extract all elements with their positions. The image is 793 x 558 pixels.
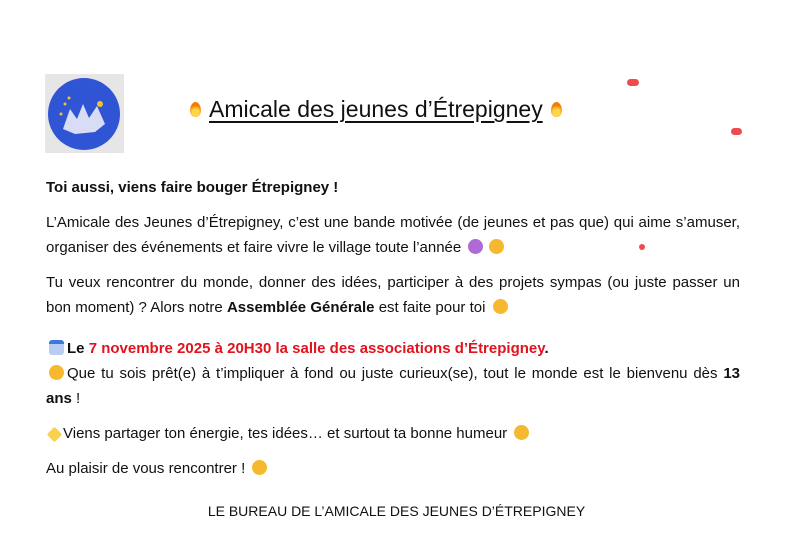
closing-text: Au plaisir de vous rencontrer ! (46, 460, 246, 477)
para2-text: Tu veux rencontrer du monde, donner des idées, participer à des projets sympas (ou juste passer un bon moment) ? Alors notre (46, 274, 740, 316)
decorative-dot (731, 128, 742, 135)
signature: LE BUREAU DE L’AMICALE DES JEUNES D’ÉTREPIGNEY (207, 503, 586, 519)
paragraph-welcome (46, 361, 740, 411)
age-limit: 13 ans (46, 365, 740, 407)
waving-hand-icon (252, 460, 267, 475)
title-text: Amicale des jeunes d’Étrepigney (209, 96, 543, 122)
fire-icon (190, 102, 201, 117)
para1-text: L’Amicale des Jeunes d’Étrepigney, c’est une bande motivée (de jeunes et pas que) qui aime s’amuser, organiser des événements et faire vivre le village toute l’année (46, 214, 740, 256)
pointing-hand-icon (49, 365, 64, 380)
paragraph-share (46, 421, 740, 446)
calendar-icon (49, 340, 64, 355)
decorative-dot (627, 79, 639, 86)
para2-end: est faite pour toi (374, 299, 486, 316)
paragraph-invitation (46, 270, 740, 320)
date-end: . (544, 340, 549, 357)
event-date-line (46, 336, 740, 361)
association-logo (45, 74, 124, 153)
share-text: Viens partager ton énergie, tes idées… et surtout ta bonne humeur (63, 425, 508, 442)
welcome-text: Que tu sois prêt(e) à t’impliquer à fond ou juste curieux(se), tout le monde est le bienvenu dès (67, 365, 724, 382)
page-title (190, 96, 562, 123)
raising-hands-icon (493, 299, 508, 314)
body-text (46, 175, 740, 491)
date-prefix: Le (67, 340, 85, 357)
sparkles-icon (47, 427, 63, 443)
sunglasses-face-icon (514, 425, 529, 440)
assembly-name: Assemblée Générale (226, 299, 375, 316)
intro-heading: Toi aussi, viens faire bouger Étrepigney ! (46, 179, 339, 196)
fire-icon (551, 102, 562, 117)
party-popper-icon (468, 239, 483, 254)
event-date: 7 novembre 2025 à 20H30 la salle des associations d’Étrepigney (88, 340, 545, 357)
flexed-biceps-icon (489, 239, 504, 254)
paragraph-closing (46, 456, 740, 481)
welcome-end: ! (71, 390, 81, 407)
paragraph-intro (46, 210, 740, 260)
